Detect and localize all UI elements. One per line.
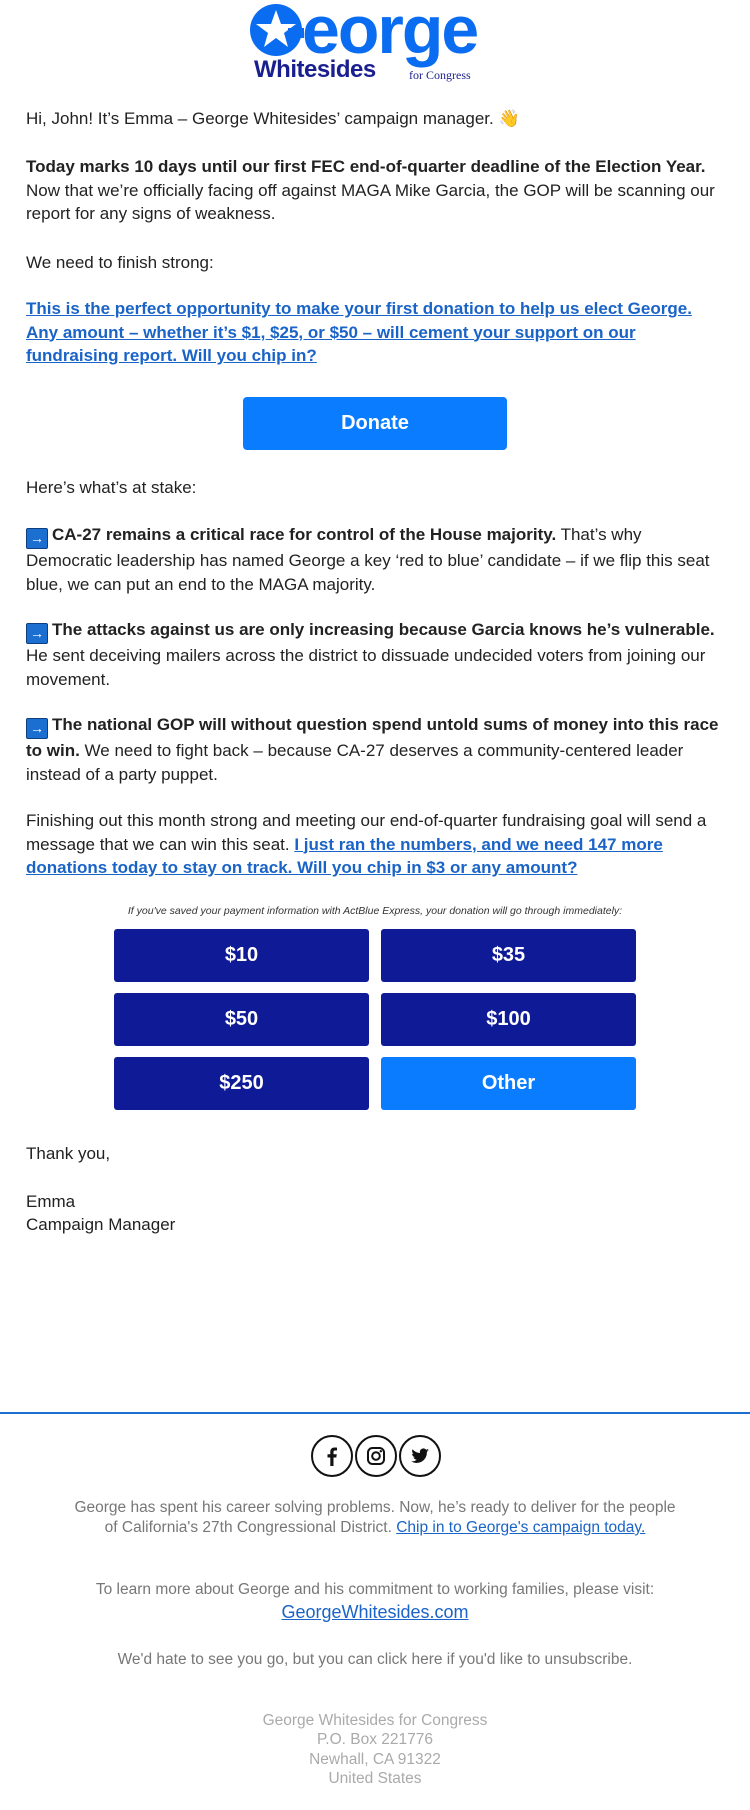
footer-address-line: P.O. Box 221776 — [316, 1731, 434, 1748]
closing-text: Finishing out this month strong and meeting our end-of-quarter fundraising goal will send a message that we can win this seat. — [26, 811, 707, 854]
signature-title: Campaign Manager — [26, 1215, 176, 1234]
bullet-rest: He sent deceiving mailers across the district to dissuade undecided voters from joining our movement. — [26, 646, 706, 689]
closing-link[interactable]: I just ran the numbers, and we need 147 more donations today to stay on track. Will you chip in $3 or any amount? — [26, 834, 663, 877]
right-arrow-icon: → — [26, 718, 48, 739]
stake-heading: Here’s what’s at stake: — [26, 478, 197, 497]
logo-george-text: eorge — [302, 0, 478, 68]
bullet-rest: We need to fight back – because CA-27 deserves a community-centered leader instead of a party puppet. — [26, 741, 684, 784]
footer-address-line: United States — [328, 1770, 422, 1787]
greeting: Hi, John! It’s Emma – George Whitesides’ campaign manager. 👋 — [26, 109, 520, 128]
closing-paragraph — [26, 809, 726, 880]
facebook-icon[interactable] — [311, 1435, 353, 1477]
instagram-icon[interactable] — [355, 1435, 397, 1477]
right-arrow-icon: → — [26, 528, 48, 549]
logo-whitesides-text: Whitesides — [254, 56, 376, 83]
bullet-item — [26, 618, 726, 691]
intro-bold: Today marks 10 days until our first FEC end-of-quarter deadline of the Election Year. — [26, 157, 706, 176]
footer-address-line: Newhall, CA 91322 — [309, 1751, 441, 1768]
footer-about-paragraph — [70, 1498, 680, 1538]
amount-10-button[interactable]: $10 — [114, 929, 369, 982]
footer-about-text: George has spent his career solving problems. Now, he’s ready to deliver for the people of California's 27th Congressional District. — [74, 1499, 676, 1536]
footer-chip-in-link[interactable]: Chip in to George's campaign today. — [396, 1519, 646, 1536]
bullet-bold: CA-27 remains a critical race for control of the House majority. — [52, 525, 557, 544]
footer-learn-text: To learn more about George and his commitment to working families, please visit: — [95, 1581, 655, 1598]
intro-paragraph — [26, 155, 726, 226]
footer-website-link[interactable]: GeorgeWhitesides.com — [281, 1602, 469, 1622]
bullet-item — [26, 523, 726, 596]
signature-name: Emma — [26, 1192, 76, 1211]
right-arrow-icon: → — [26, 623, 48, 644]
logo-for-congress-text: for Congress — [409, 68, 471, 82]
thanks-text: Thank you, — [26, 1144, 111, 1163]
finish-strong-text: We need to finish strong: — [26, 253, 214, 272]
footer-unsubscribe-text[interactable]: We'd hate to see you go, but you can click here if you'd like to unsubscribe. — [117, 1651, 633, 1668]
amount-50-button[interactable]: $50 — [114, 993, 369, 1046]
amount-250-button[interactable]: $250 — [114, 1057, 369, 1110]
footer-address-line: George Whitesides for Congress — [262, 1712, 488, 1729]
logo-g-star-icon — [248, 0, 304, 56]
twitter-icon[interactable] — [399, 1435, 441, 1477]
amount-35-button[interactable]: $35 — [381, 929, 636, 982]
donation-appeal-link[interactable]: This is the perfect opportunity to make your first donation to help us elect George. Any amount – whether it’s $1, $25, or $50 – will cement your support on our fundraising report. Will you chip in? — [26, 299, 692, 365]
amount-100-button[interactable]: $100 — [381, 993, 636, 1046]
bullet-bold: The attacks against us are only increasing because Garcia knows he’s vulnerable. — [52, 620, 715, 639]
bullet-item — [26, 713, 726, 786]
footer-divider — [0, 1412, 750, 1414]
campaign-logo[interactable] — [248, 0, 503, 90]
bullet-rest: That’s why Democratic leadership has named George a key ‘red to blue’ candidate – if we flip this seat blue, we can put an end to the MAGA majority. — [26, 525, 710, 594]
intro-rest: Now that we’re officially facing off against MAGA Mike Garcia, the GOP will be scanning our report for any signs of weakness. — [26, 180, 715, 223]
bullet-bold: The national GOP will without question spend untold sums of money into this race to win. — [26, 715, 719, 760]
footer-website-paragraph — [70, 1602, 680, 1622]
amount-other-button[interactable]: Other — [381, 1057, 636, 1110]
actblue-express-note: If you've saved your payment information with ActBlue Express, your donation will go through immediately: — [127, 905, 623, 917]
donation-appeal-paragraph — [26, 297, 726, 368]
donate-button[interactable]: Donate — [243, 397, 507, 450]
